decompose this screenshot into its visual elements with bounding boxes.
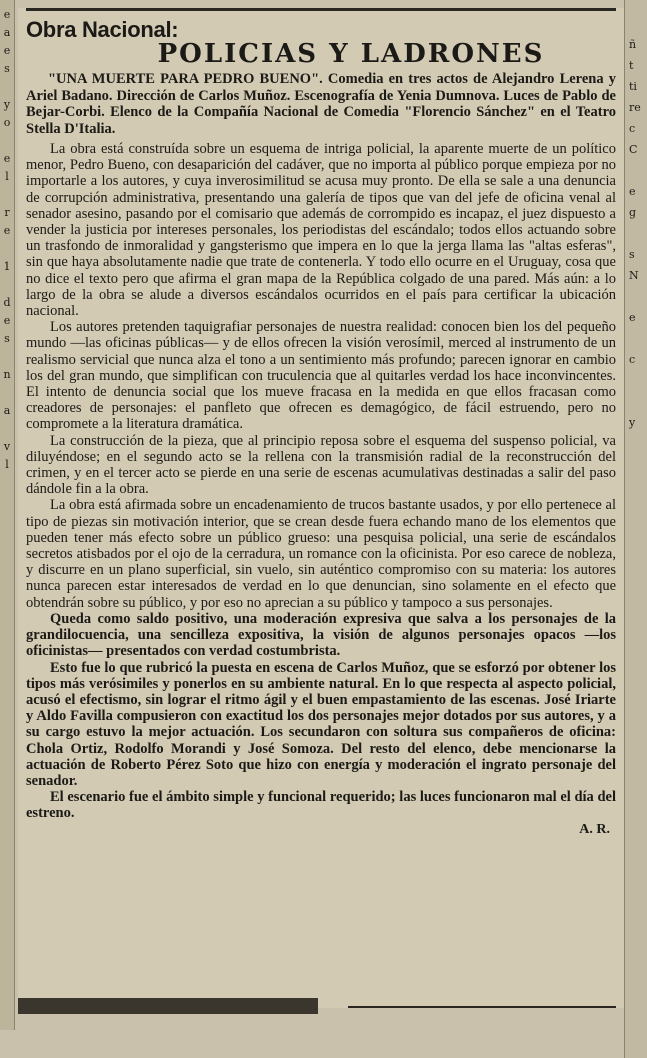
- margin-fragment: y: [629, 416, 636, 429]
- margin-fragment: t: [629, 59, 634, 72]
- margin-fragment: y: [3, 98, 11, 111]
- margin-fragment: a: [3, 404, 11, 417]
- body-paragraph: La construcción de la pieza, que al principio reposa sobre el esquema del suspenso policial, va diluyéndose; en el segundo acto se la rellena con la transmisión radial de la reconstrucción del crimen, y en el tercer acto se pierde en una serie de escenas acumulativas destinadas a salir del paso dándole fin a la obra.: [26, 432, 616, 498]
- author-signature: A. R.: [579, 821, 610, 837]
- margin-fragment: n: [3, 368, 11, 381]
- section-heading: Obra Nacional:: [26, 17, 179, 42]
- margin-fragment: r: [4, 206, 10, 219]
- body-paragraph: La obra está afirmada sobre un encadenamiento de trucos bastante usados, y por ello pertenece al tipo de piezas sin motivación interior, que se crean desde fuera echando mano de los elementos que pueden tener más efecto sobre un público grueso: una pesquisa policial, una serie de escándalos secretos atisbados por el ojo de la cerradura, un romance con la oficinista. Por eso carece de nobleza, y discurre en un plano superficial, sin vuelo, sin auténtico compromiso con su materia: los autores nunca parecen estar interesados de verdad en lo que denuncian, sino solamente en el efecto que obtendrán sobre su público, y por eso no aprecian a su público y tampoco a sus personajes.: [26, 497, 616, 611]
- margin-fragment: d: [3, 296, 11, 309]
- margin-fragment: g: [629, 206, 637, 219]
- body-paragraph: El escenario fue el ámbito simple y funcional requerido; las luces funcionaron mal el día del estreno.: [26, 789, 616, 822]
- margin-fragment: N: [629, 269, 639, 282]
- margin-fragment: [625, 328, 647, 349]
- margin-fragment: e: [3, 224, 11, 237]
- margin-fragment: [0, 384, 14, 402]
- margin-fragment: c: [629, 122, 636, 135]
- article-body: [26, 141, 616, 822]
- margin-fragment: ti: [629, 80, 637, 93]
- margin-fragment: e: [3, 314, 11, 327]
- margin-fragment: 1: [3, 260, 11, 273]
- body-paragraph: Los autores pretenden taquigrafiar personajes de nuestra realidad: conocen bien los del pequeño mundo —las oficinas públicas— y de ellos ofrecen la visión verosímil, merced al instrumento de un realismo servicial que nunca alza el tono a un sentimiento más profundo; parecen ignorar en cambio los del gran mundo, que simplifican con truculencia que al quitarles verdad los hace inconvincentes. El intento de denuncia social que los mueve fracasa en la medida en que ellos fracasan como creadores de personajes: el panfleto que ofrecen es demagógico, de fácil estruendo, pero no compromete a la literatura dramática.: [26, 319, 616, 433]
- margin-fragment: [625, 391, 647, 412]
- article-column: [18, 8, 624, 1008]
- margin-fragment: [0, 132, 14, 150]
- margin-fragment: C: [629, 143, 638, 156]
- margin-fragment: e: [629, 311, 636, 324]
- margin-fragment: [625, 160, 647, 181]
- body-paragraph: Queda como saldo positivo, una moderación expresiva que salva a los personajes de la grandilocuencia, una sencilleza expositiva, la visión de algunos personajes opacos —los oficinistas— presentados con verdad costumbrista.: [26, 610, 616, 660]
- bottom-rule: [348, 1006, 616, 1008]
- margin-fragment: [0, 420, 14, 438]
- top-rule: [26, 8, 616, 11]
- margin-fragment: [625, 223, 647, 244]
- margin-fragment: re: [629, 101, 641, 114]
- right-margin-column: [624, 0, 647, 1058]
- next-article-edge: [18, 998, 318, 1014]
- margin-fragment: v: [3, 440, 11, 453]
- margin-fragment: e: [3, 8, 11, 21]
- margin-fragment: l: [5, 458, 9, 471]
- body-paragraph: La obra está construída sobre un esquema de intriga policial, la aparente muerte de un político menor, Pedro Bueno, con desaparición del cadáver, que no importa al público porque empieza por no importarle a los autores, y cuya inverosimilitud se acusa muy pronto. De ella se sale a una denuncia de corrupción administrativa, presentando una galería de tipos que van del jefe de oficina venal al senador asesino, pasando por el comisario que además de corrompido es incapaz, el juez dispuesto a vender la justicia por intereses personales, los periodistas del escándalo; todos ellos actuando sobre un trasfondo de inmoralidad y gangsterismo que impera en lo que la jerga llama las "altas esferas", sin que haya absolutamente nadie que trate de contenerla. Y todo ello ocurre en el Uruguay, cosa que no dice el texto pero que afirma el gran mapa de la República colgado de una pared. Más aún: a lo largo de la obra se alude a diversos escándalos ocurridos en el país para certificar la ubicación nacional.: [26, 141, 616, 320]
- margin-fragment: [625, 370, 647, 391]
- margin-fragment: e: [3, 44, 11, 57]
- body-paragraph: Esto fue lo que rubricó la puesta en escena de Carlos Muñoz, que se esforzó por obtener los tipos más verósimiles y ponerlos en su ambiente natural. En lo que respecta al aspecto policial, acusó el efectismo, sin lograr el ritmo ágil y el buen empastamiento de las escenas. José Iriarte y Aldo Favilla compusieron con exactitud los dos personajes mejor dotados por sus autores, y a su cargo estuvo la mejor actuación. Los secundaron con soltura sus compañeros de oficina: Chola Ortiz, Rodolfo Morandi y José Somoza. Del resto del elenco, debe mencionarse la actuación de Roberto Pérez Soto que hizo con energía y moderación el ingrato personaje del senador.: [26, 659, 616, 789]
- margin-fragment: [0, 186, 14, 204]
- margin-fragment: [0, 276, 14, 294]
- margin-fragment: [0, 78, 14, 96]
- margin-fragment: s: [4, 62, 10, 75]
- margin-fragment: a: [3, 26, 11, 39]
- margin-fragment: e: [3, 152, 11, 165]
- margin-fragment: o: [3, 116, 11, 129]
- margin-fragment: [625, 286, 647, 307]
- margin-fragment: [0, 348, 14, 366]
- margin-fragment: e: [629, 185, 636, 198]
- margin-fragment: [0, 240, 14, 258]
- left-margin-column: [0, 0, 15, 1030]
- credits-paragraph: "UNA MUERTE PARA PEDRO BUENO". Comedia en tres actos de Alejandro Lerena y Ariel Badano. Dirección de Carlos Muñoz. Escenografía de Yenia Dumnova. Luces de Pablo de Bejar-Corbi. Elenco de la Compañía Nacional de Comedia "Florencio Sánchez" en el Teatro Stella D'Italia.: [26, 71, 616, 137]
- headline: POLICIAS Y LADRONES: [157, 39, 545, 69]
- margin-fragment: c: [629, 353, 636, 366]
- margin-fragment: s: [629, 248, 635, 261]
- margin-fragment: ñ: [629, 38, 637, 51]
- margin-fragment: l: [5, 170, 9, 183]
- margin-fragment: s: [4, 332, 10, 345]
